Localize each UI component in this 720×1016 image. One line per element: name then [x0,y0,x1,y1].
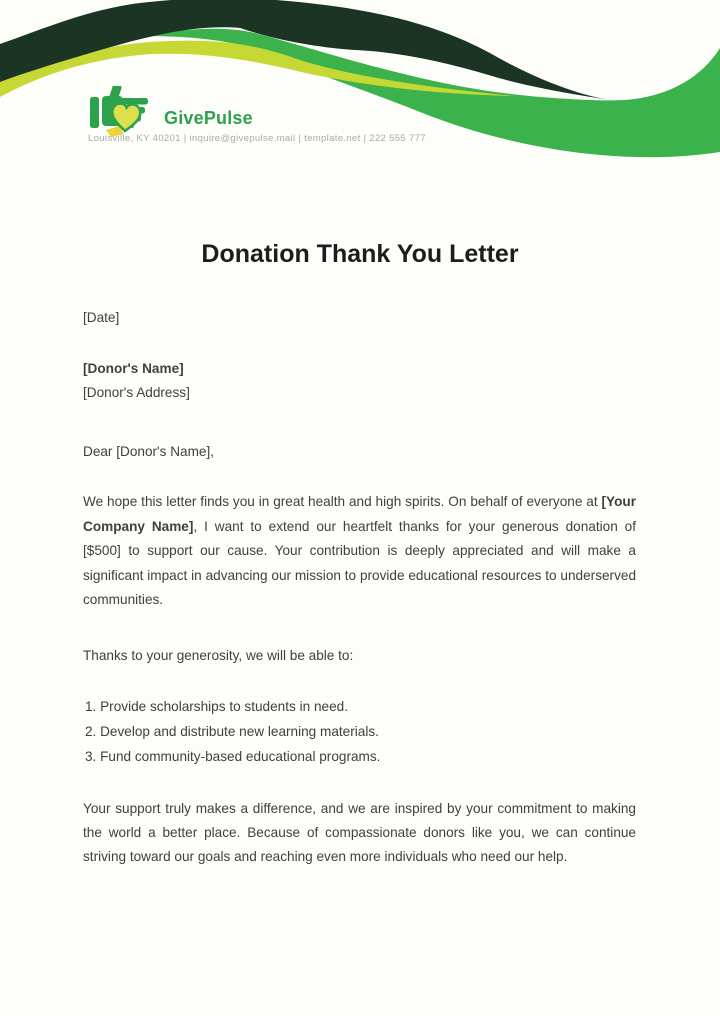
paragraph-closing: Your support truly makes a difference, and we are inspired by your commitment to making the world a better place. Because of compassionate donors like you, we can continue striving toward our goals and reaching even more individuals who need our help. [83,801,636,864]
brand-name: GivePulse [164,107,253,128]
list-item: 2. Develop and distribute new learning materials. [85,724,379,739]
salutation: Dear [Donor's Name], [83,444,215,459]
company-name-placeholder: [Your Company Name] [83,494,636,534]
donor-name: [Donor's Name] [83,361,184,376]
letter-title: Donation Thank You Letter [201,240,519,268]
date-placeholder: [Date] [83,310,120,325]
list-item: 1. Provide scholarships to students in need. [85,699,348,714]
list-item: 3. Fund community-based educational programs. [85,749,381,764]
paragraph-thanks [83,490,636,613]
impact-list [85,694,636,769]
paragraph-thanks-after: , I want to extend our heartfelt thanks for your generous donation of [$500] to support our cause. Your contribution is deeply appreciated and will make a significant impact in advancing our mission to provide educational resources to underserved communities. [83,518,637,607]
paragraph-thanks-before: We hope this letter finds you in great health and high spirits. On behalf of everyone at [83,494,602,509]
contact-info: Louisville, KY 40201 | inquire@givepulse.mail | template.net | 222 555 777 [88,133,426,144]
list-intro: Thanks to your generosity, we will be able to: [83,648,354,663]
donor-address: [Donor's Address] [83,385,190,400]
